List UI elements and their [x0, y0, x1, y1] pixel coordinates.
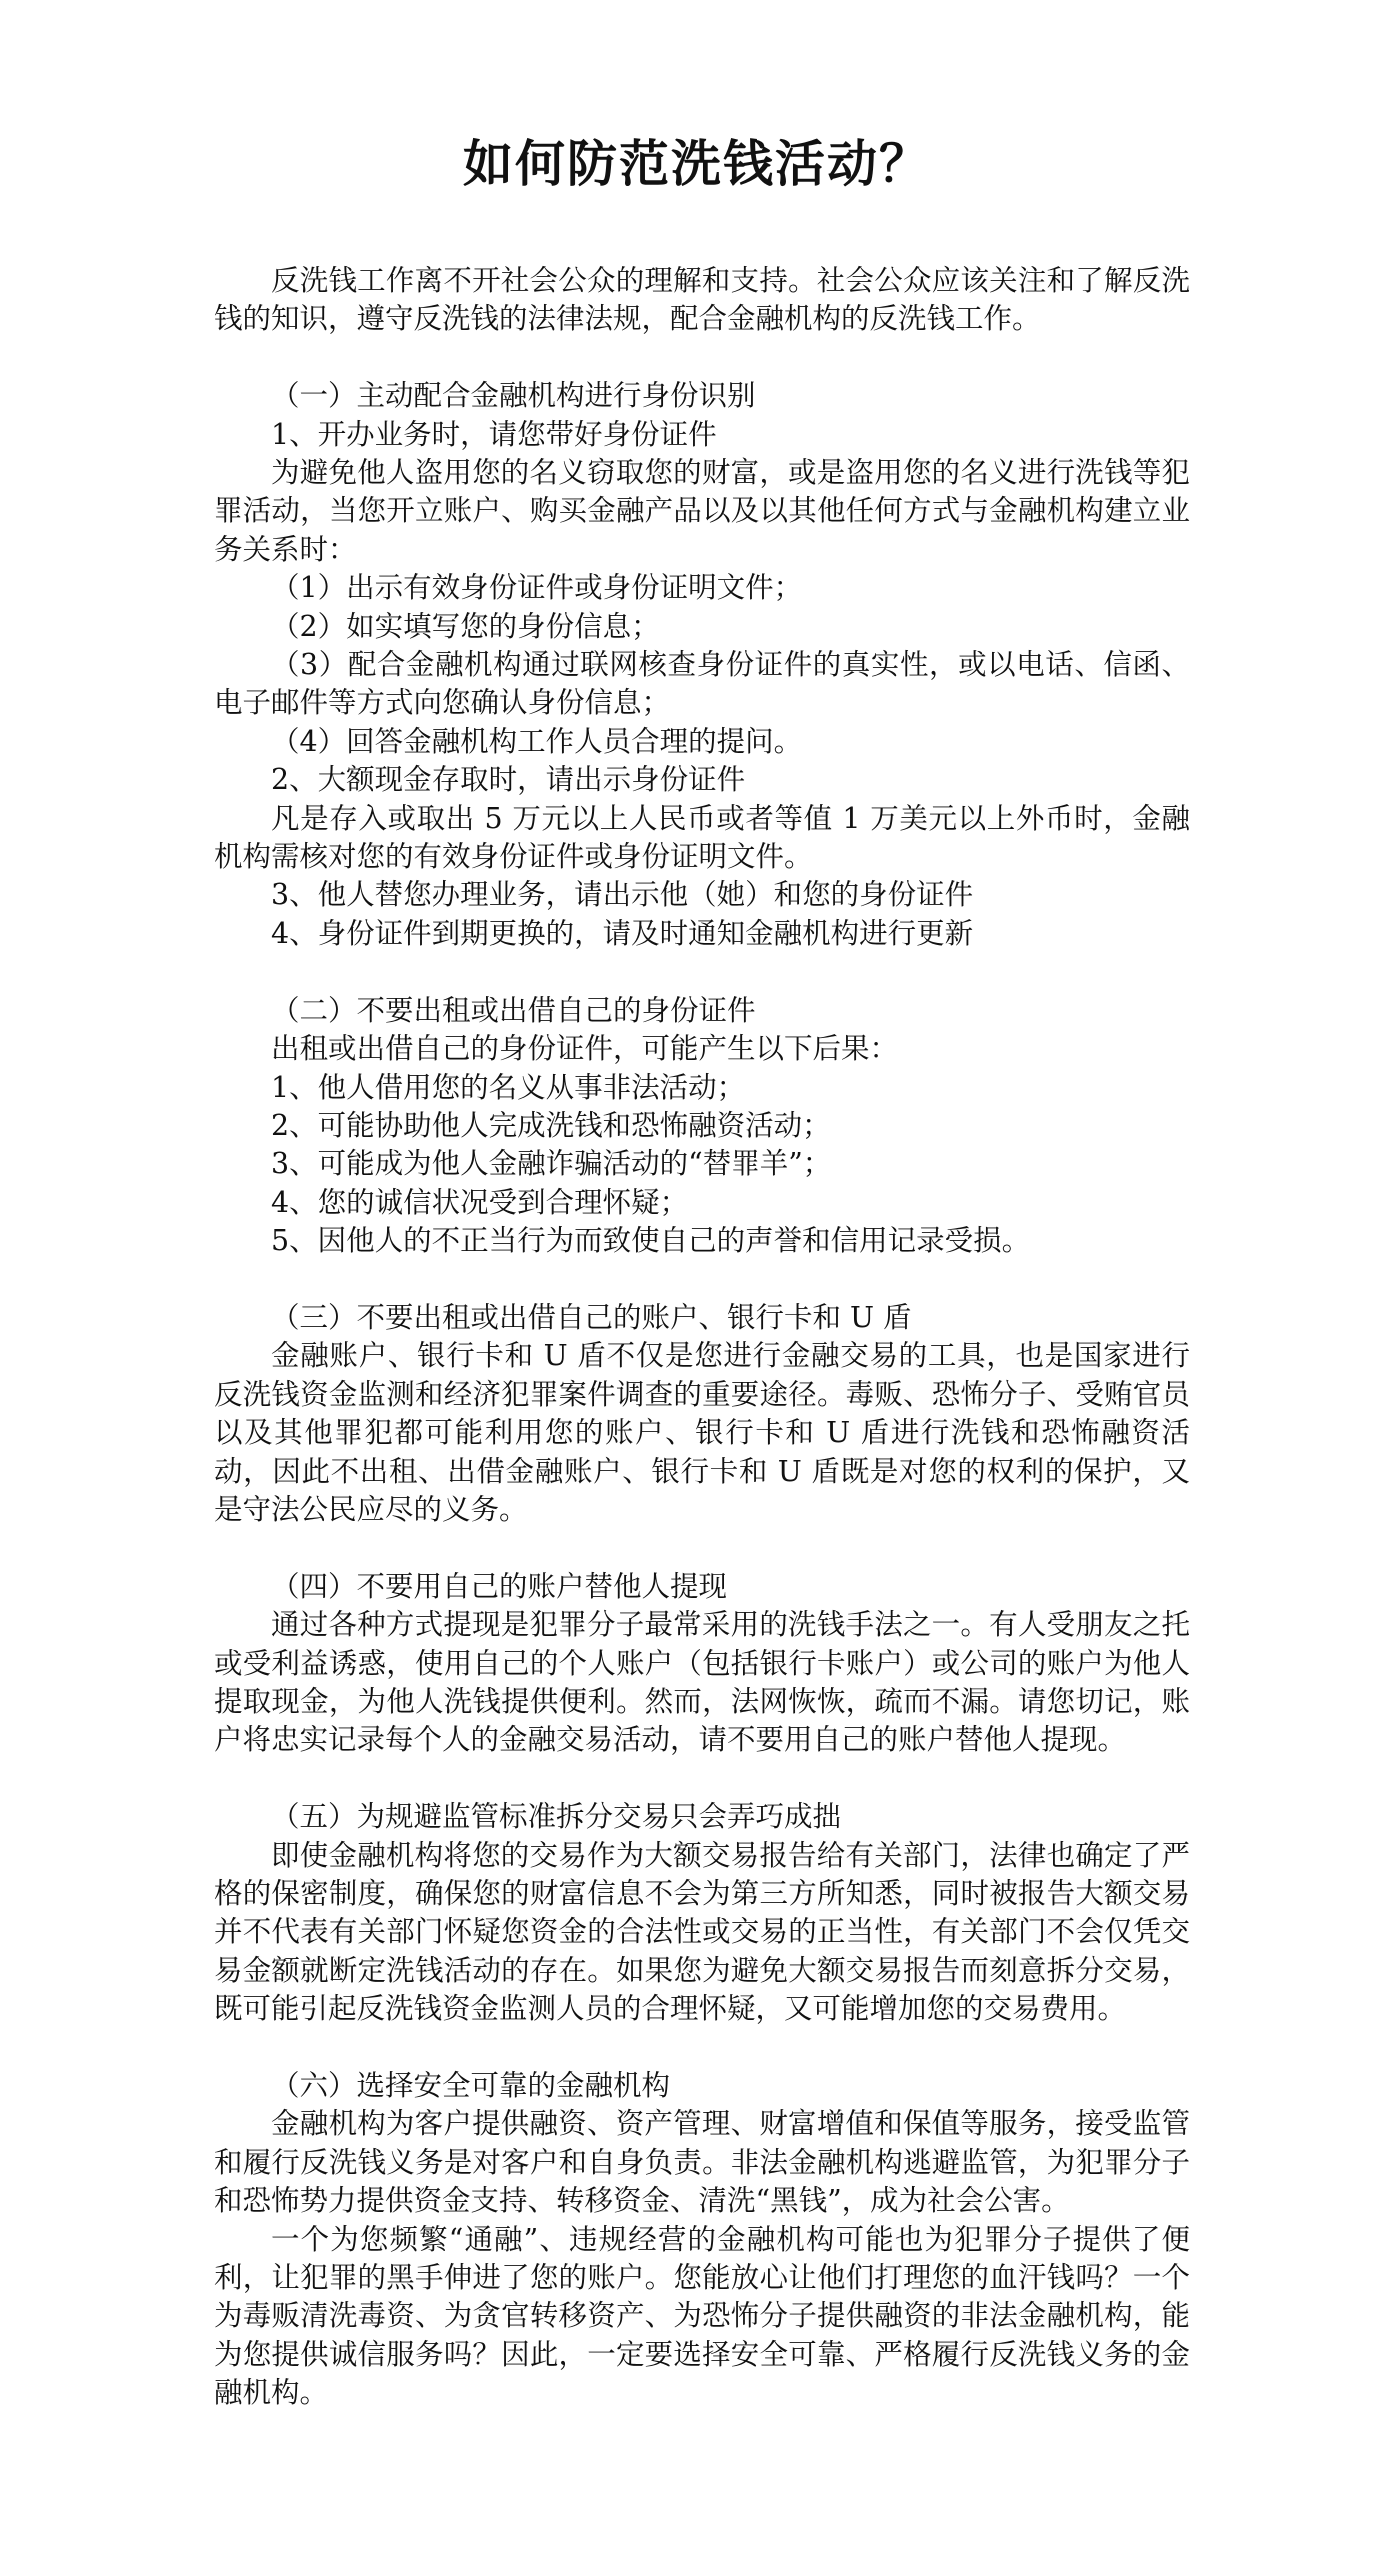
section-1-list-item: （4）回答金融机构工作人员合理的提问。: [271, 724, 803, 758]
spacer: [214, 1760, 1190, 1798]
section-2-list-item: 4、您的诚信状况受到合理怀疑；: [271, 1185, 689, 1219]
spacer: [214, 2029, 1190, 2067]
section-1-subheading-1: 1、开办业务时，请您带好身份证件: [271, 417, 717, 451]
section-2-heading: （二）不要出租或出借自己的身份证件: [271, 993, 756, 1027]
section-6-paragraph-2: 一个为您频繁“通融”、违规经营的金融机构可能也为犯罪分子提供了便利，让犯罪的黑手伸进了您的账户。您能放心让他们打理您的血汗钱吗？一个为毒贩清洗毒资、为贪官转移资产、为恐怖分子提供融资的非法金融机构，能为您提供诚信服务吗？因此，一定要选择安全可靠、严格履行反洗钱义务的金融机构。: [214, 2222, 1190, 2410]
section-3-paragraph: 金融账户、银行卡和 U 盾不仅是您进行金融交易的工具，也是国家进行反洗钱资金监测和经济犯罪案件调查的重要途径。毒贩、恐怖分子、受贿官员以及其他罪犯都可能利用您的账户、银行卡和 U 盾进行洗钱和恐怖融资活动，因此不出租、出借金融账户、银行卡和 U 盾既是对您的权利的保护，又是守法公民应尽的义务。: [214, 1339, 1190, 1526]
section-1-subheading-3: 3、他人替您办理业务，请出示他（她）和您的身份证件: [271, 878, 974, 912]
page-title: 如何防范洗钱活动？: [463, 134, 931, 193]
section-6-paragraph-1: 金融机构为客户提供融资、资产管理、财富增值和保值等服务，接受监管和履行反洗钱义务是对客户和自身负责。非法金融机构逃避监管，为犯罪分子和恐怖势力提供资金支持、转移资金、清洗“黑钱”，成为社会公害。: [214, 2107, 1190, 2218]
section-1-subheading-2: 2、大额现金存取时，请出示身份证件: [271, 763, 746, 797]
section-1-subheading-4: 4、身份证件到期更换的，请及时通知金融机构进行更新: [271, 916, 974, 950]
section-3-heading: （三）不要出租或出借自己的账户、银行卡和 U 盾: [271, 1300, 912, 1334]
section-2-list-item: 3、可能成为他人金融诈骗活动的“替罪羊”；: [271, 1147, 832, 1181]
spacer: [214, 339, 1190, 377]
section-1-list-item: （3）配合金融机构通过联网核查身份证件的真实性，或以电话、信函、电子邮件等方式向您确认身份信息；: [214, 648, 1190, 720]
spacer: [214, 1261, 1190, 1299]
intro-paragraph: 反洗钱工作离不开社会公众的理解和支持。社会公众应该关注和了解反洗钱的知识，遵守反洗钱的法律法规，配合金融机构的反洗钱工作。: [214, 264, 1190, 336]
section-1-paragraph-1: 为避免他人盗用您的名义窃取您的财富，或是盗用您的名义进行洗钱等犯罪活动，当您开立账户、购买金融产品以及以其他任何方式与金融机构建立业务关系时：: [214, 456, 1190, 566]
document-body: [214, 262, 1190, 2413]
section-1-list-item: （2）如实填写您的身份信息；: [271, 609, 660, 643]
section-6-heading: （六）选择安全可靠的金融机构: [271, 2069, 671, 2102]
section-2-list-item: 1、他人借用您的名义从事非法活动；: [271, 1070, 746, 1104]
spacer: [214, 953, 1190, 991]
section-1-paragraph-2: 凡是存入或取出 5 万元以上人民币或者等值 1 万美元以上外币时，金融机构需核对您的有效身份证件或身份证明文件。: [214, 801, 1190, 874]
section-4-heading: （四）不要用自己的账户替他人提现: [271, 1569, 728, 1603]
section-5-paragraph: 即使金融机构将您的交易作为大额交易报告给有关部门，法律也确定了严格的保密制度，确保您的财富信息不会为第三方所知悉，同时被报告大额交易并不代表有关部门怀疑您资金的合法性或交易的正当性，有关部门不会仅凭交易金额就断定洗钱活动的存在。如果您为避免大额交易报告而刻意拆分交易，既可能引起反洗钱资金监测人员的合理怀疑，又可能增加您的交易费用。: [214, 1838, 1190, 2026]
section-5-heading: （五）为规避监管标准拆分交易只会弄巧成拙: [271, 1800, 842, 1834]
section-1-heading: （一）主动配合金融机构进行身份识别: [271, 379, 756, 413]
section-1-list-item: （1）出示有效身份证件或身份证明文件；: [271, 571, 803, 605]
spacer: [214, 1529, 1190, 1567]
section-4-paragraph: 通过各种方式提现是犯罪分子最常采用的洗钱手法之一。有人受朋友之托或受利益诱惑，使用自己的个人账户（包括银行卡账户）或公司的账户为他人提取现金，为他人洗钱提供便利。然而，法网恢恢，疏而不漏。请您切记，账户将忠实记录每个人的金融交易活动，请不要用自己的账户替他人提现。: [214, 1608, 1190, 1757]
section-2-list-item: 5、因他人的不正当行为而致使自己的声誉和信用记录受损。: [271, 1224, 1031, 1258]
section-2-lead: 出租或出借自己的身份证件，可能产生以下后果：: [271, 1032, 899, 1066]
section-2-list-item: 2、可能协助他人完成洗钱和恐怖融资活动；: [271, 1108, 831, 1142]
